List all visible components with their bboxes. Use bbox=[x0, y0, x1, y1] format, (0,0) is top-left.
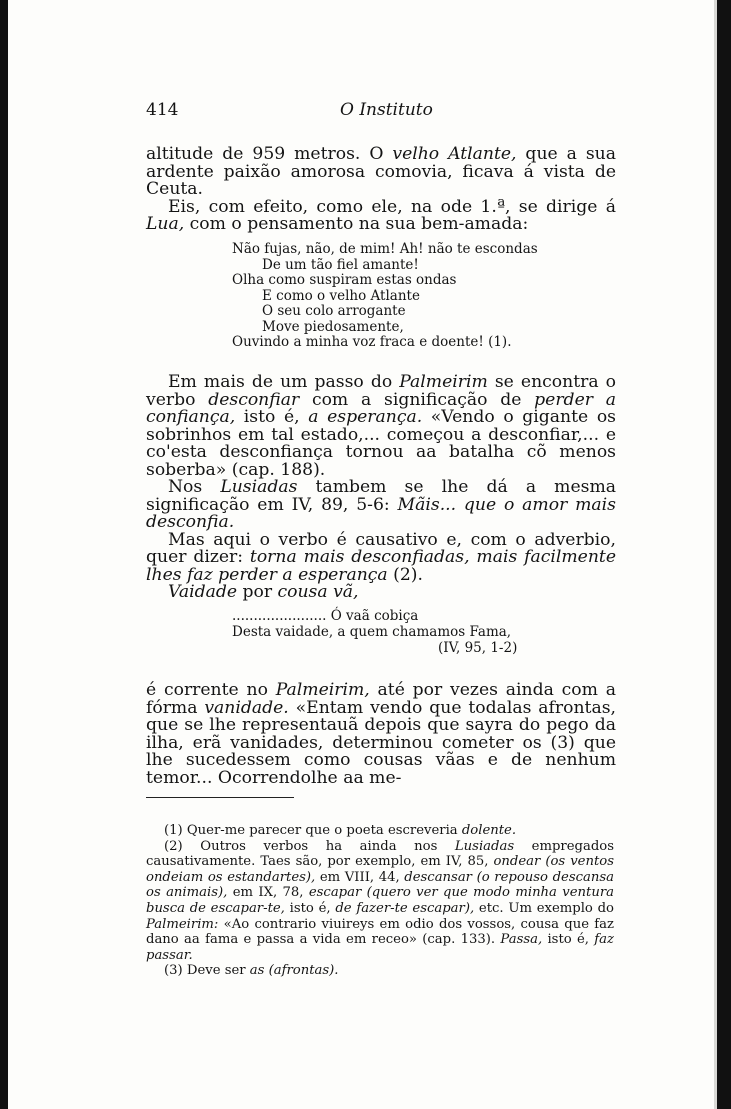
text: (2). bbox=[387, 564, 423, 585]
text: Nos bbox=[168, 477, 221, 497]
text: em IX, 78, bbox=[227, 885, 309, 901]
text: «Entam vendo que todalas afrontas, que se lhe representauã depois que sayra do pego da ilha, erã vanidades, determinou cometer os (3) que lhe sucedessem como cousas vãas e de nenhum temor... Ocorrendolhe aa me- bbox=[146, 697, 616, 788]
italic-text: Lua, bbox=[146, 214, 185, 234]
text: por bbox=[237, 582, 278, 602]
italic-text: de fazer-te escapar), bbox=[335, 900, 475, 916]
text: (1) Quer-me parecer que o poeta escreveria bbox=[164, 823, 462, 838]
italic-text: dolente. bbox=[461, 823, 517, 838]
italic-text: as (afrontas). bbox=[249, 963, 339, 979]
paragraph-6 bbox=[146, 584, 616, 602]
italic-text: Lusiadas bbox=[220, 477, 298, 497]
footnote-2 bbox=[146, 839, 614, 964]
italic-text: faz passar. bbox=[146, 932, 614, 963]
italic-text: descansar (o repouso descansa os animais), bbox=[146, 869, 614, 901]
text: com o pensamento na sua bem-amada: bbox=[184, 214, 529, 234]
italic-text: cousa vã, bbox=[277, 582, 359, 602]
italic-text: torna mais desconfiadas, mais facilmente lhes faz perder a esperança bbox=[146, 547, 616, 585]
scan-border-right bbox=[717, 0, 731, 1109]
italic-text: perder a confiança, bbox=[146, 389, 616, 427]
italic-text: vanidade. bbox=[204, 697, 289, 718]
text: até por vezes ainda com a fórma bbox=[146, 680, 616, 718]
paragraph-2 bbox=[146, 196, 616, 234]
italic-text: Vaidade bbox=[168, 582, 238, 602]
text: Mas aqui o verbo é causativo e, com o adverbio, quer dizer: bbox=[146, 529, 616, 567]
footnote-divider bbox=[146, 797, 294, 798]
paragraph-4 bbox=[146, 479, 616, 532]
paragraph-5 bbox=[146, 529, 616, 585]
page-header bbox=[146, 100, 616, 122]
text: isto é, bbox=[235, 407, 309, 427]
text: «Ao contrario viuireys em odio dos vossos, cousa que faz dano aa fama e passa a vida em receo» (cap. 133). bbox=[146, 916, 614, 948]
text: (2) Outros verbos ha ainda nos bbox=[164, 838, 455, 854]
text: isto é, bbox=[284, 900, 336, 916]
italic-text: desconfiar bbox=[208, 389, 300, 410]
italic-text: a esperança. bbox=[308, 407, 423, 427]
verse-line: Não fujas, não, de mim! Ah! não te escondas bbox=[232, 241, 538, 257]
italic-text: Palmeirim, bbox=[275, 680, 370, 700]
verse-line: De um tão fiel amante! bbox=[262, 256, 419, 273]
text: empregados causativamente. Taes são, por exemplo, em IV, 85, bbox=[146, 838, 614, 870]
footnote-1 bbox=[146, 823, 614, 839]
page-number: 414 bbox=[146, 100, 179, 120]
text: (3) Deve ser bbox=[164, 963, 250, 979]
verse-block-1 bbox=[232, 242, 572, 351]
verse-line: O seu colo arrogante bbox=[262, 303, 406, 319]
text: altitude de 959 metros. O bbox=[146, 144, 393, 164]
verse-line: E como o velho Atlante bbox=[262, 287, 420, 304]
text: Em mais de um passo do bbox=[168, 372, 400, 392]
verse-line: ...................... Ó vaã cobiça bbox=[232, 608, 419, 624]
italic-text: Mãis... que o amor mais desconfia. bbox=[146, 494, 616, 532]
text: tambem se lhe dá a mesma significação em IV, 89, 5-6: bbox=[146, 477, 617, 515]
text: Eis, com efeito, como ele, na ode 1.ª, se dirige á bbox=[168, 196, 616, 217]
verse-line: Olha como suspiram estas ondas bbox=[232, 272, 457, 288]
text: que a sua ardente paixão amorosa comovia, ficava á vista de Ceuta. bbox=[146, 144, 616, 199]
italic-text: Palmeirim: bbox=[146, 916, 219, 932]
footnote-3 bbox=[146, 963, 614, 979]
paragraph-3 bbox=[146, 374, 616, 479]
text: isto é, bbox=[542, 932, 595, 948]
italic-text: Lusiadas bbox=[454, 838, 515, 854]
text: com a significação de bbox=[299, 389, 535, 410]
italic-text: velho Atlante, bbox=[392, 144, 517, 164]
italic-text: ondear (os ventos ondeiam os estandartes), bbox=[146, 854, 614, 885]
verse-line: Desta vaidade, a quem chamamos Fama, bbox=[232, 624, 512, 640]
verse-line: Move piedosamente, bbox=[262, 318, 404, 335]
text: em VIII, 44, bbox=[315, 869, 405, 885]
verse-line: Ouvindo a minha voz fraca e doente! (1). bbox=[232, 334, 512, 350]
verse-reference: (IV, 95, 1-2) bbox=[438, 640, 518, 656]
italic-text: Palmeirim bbox=[399, 372, 488, 392]
text: se encontra o verbo bbox=[146, 372, 616, 410]
italic-text: escapar (quero ver que modo minha ventura busca de escapar-te, bbox=[146, 885, 614, 916]
text: «Vendo o gigante os sobrinhos em tal estado,... começou a desconfiar,... e co'esta desconfiança tornou aa batalha cõ menos soberba» (cap. 188). bbox=[146, 407, 616, 480]
paragraph-1 bbox=[146, 146, 616, 234]
text: é corrente no bbox=[146, 680, 276, 700]
paragraph-7 bbox=[146, 682, 616, 787]
scan-border-left bbox=[0, 0, 8, 1109]
italic-text: Passa, bbox=[500, 932, 543, 948]
footnotes bbox=[146, 823, 614, 979]
paragraph-block-2 bbox=[146, 374, 616, 602]
text: etc. Um exemplo do bbox=[474, 900, 614, 916]
running-title: O Instituto bbox=[340, 100, 433, 120]
